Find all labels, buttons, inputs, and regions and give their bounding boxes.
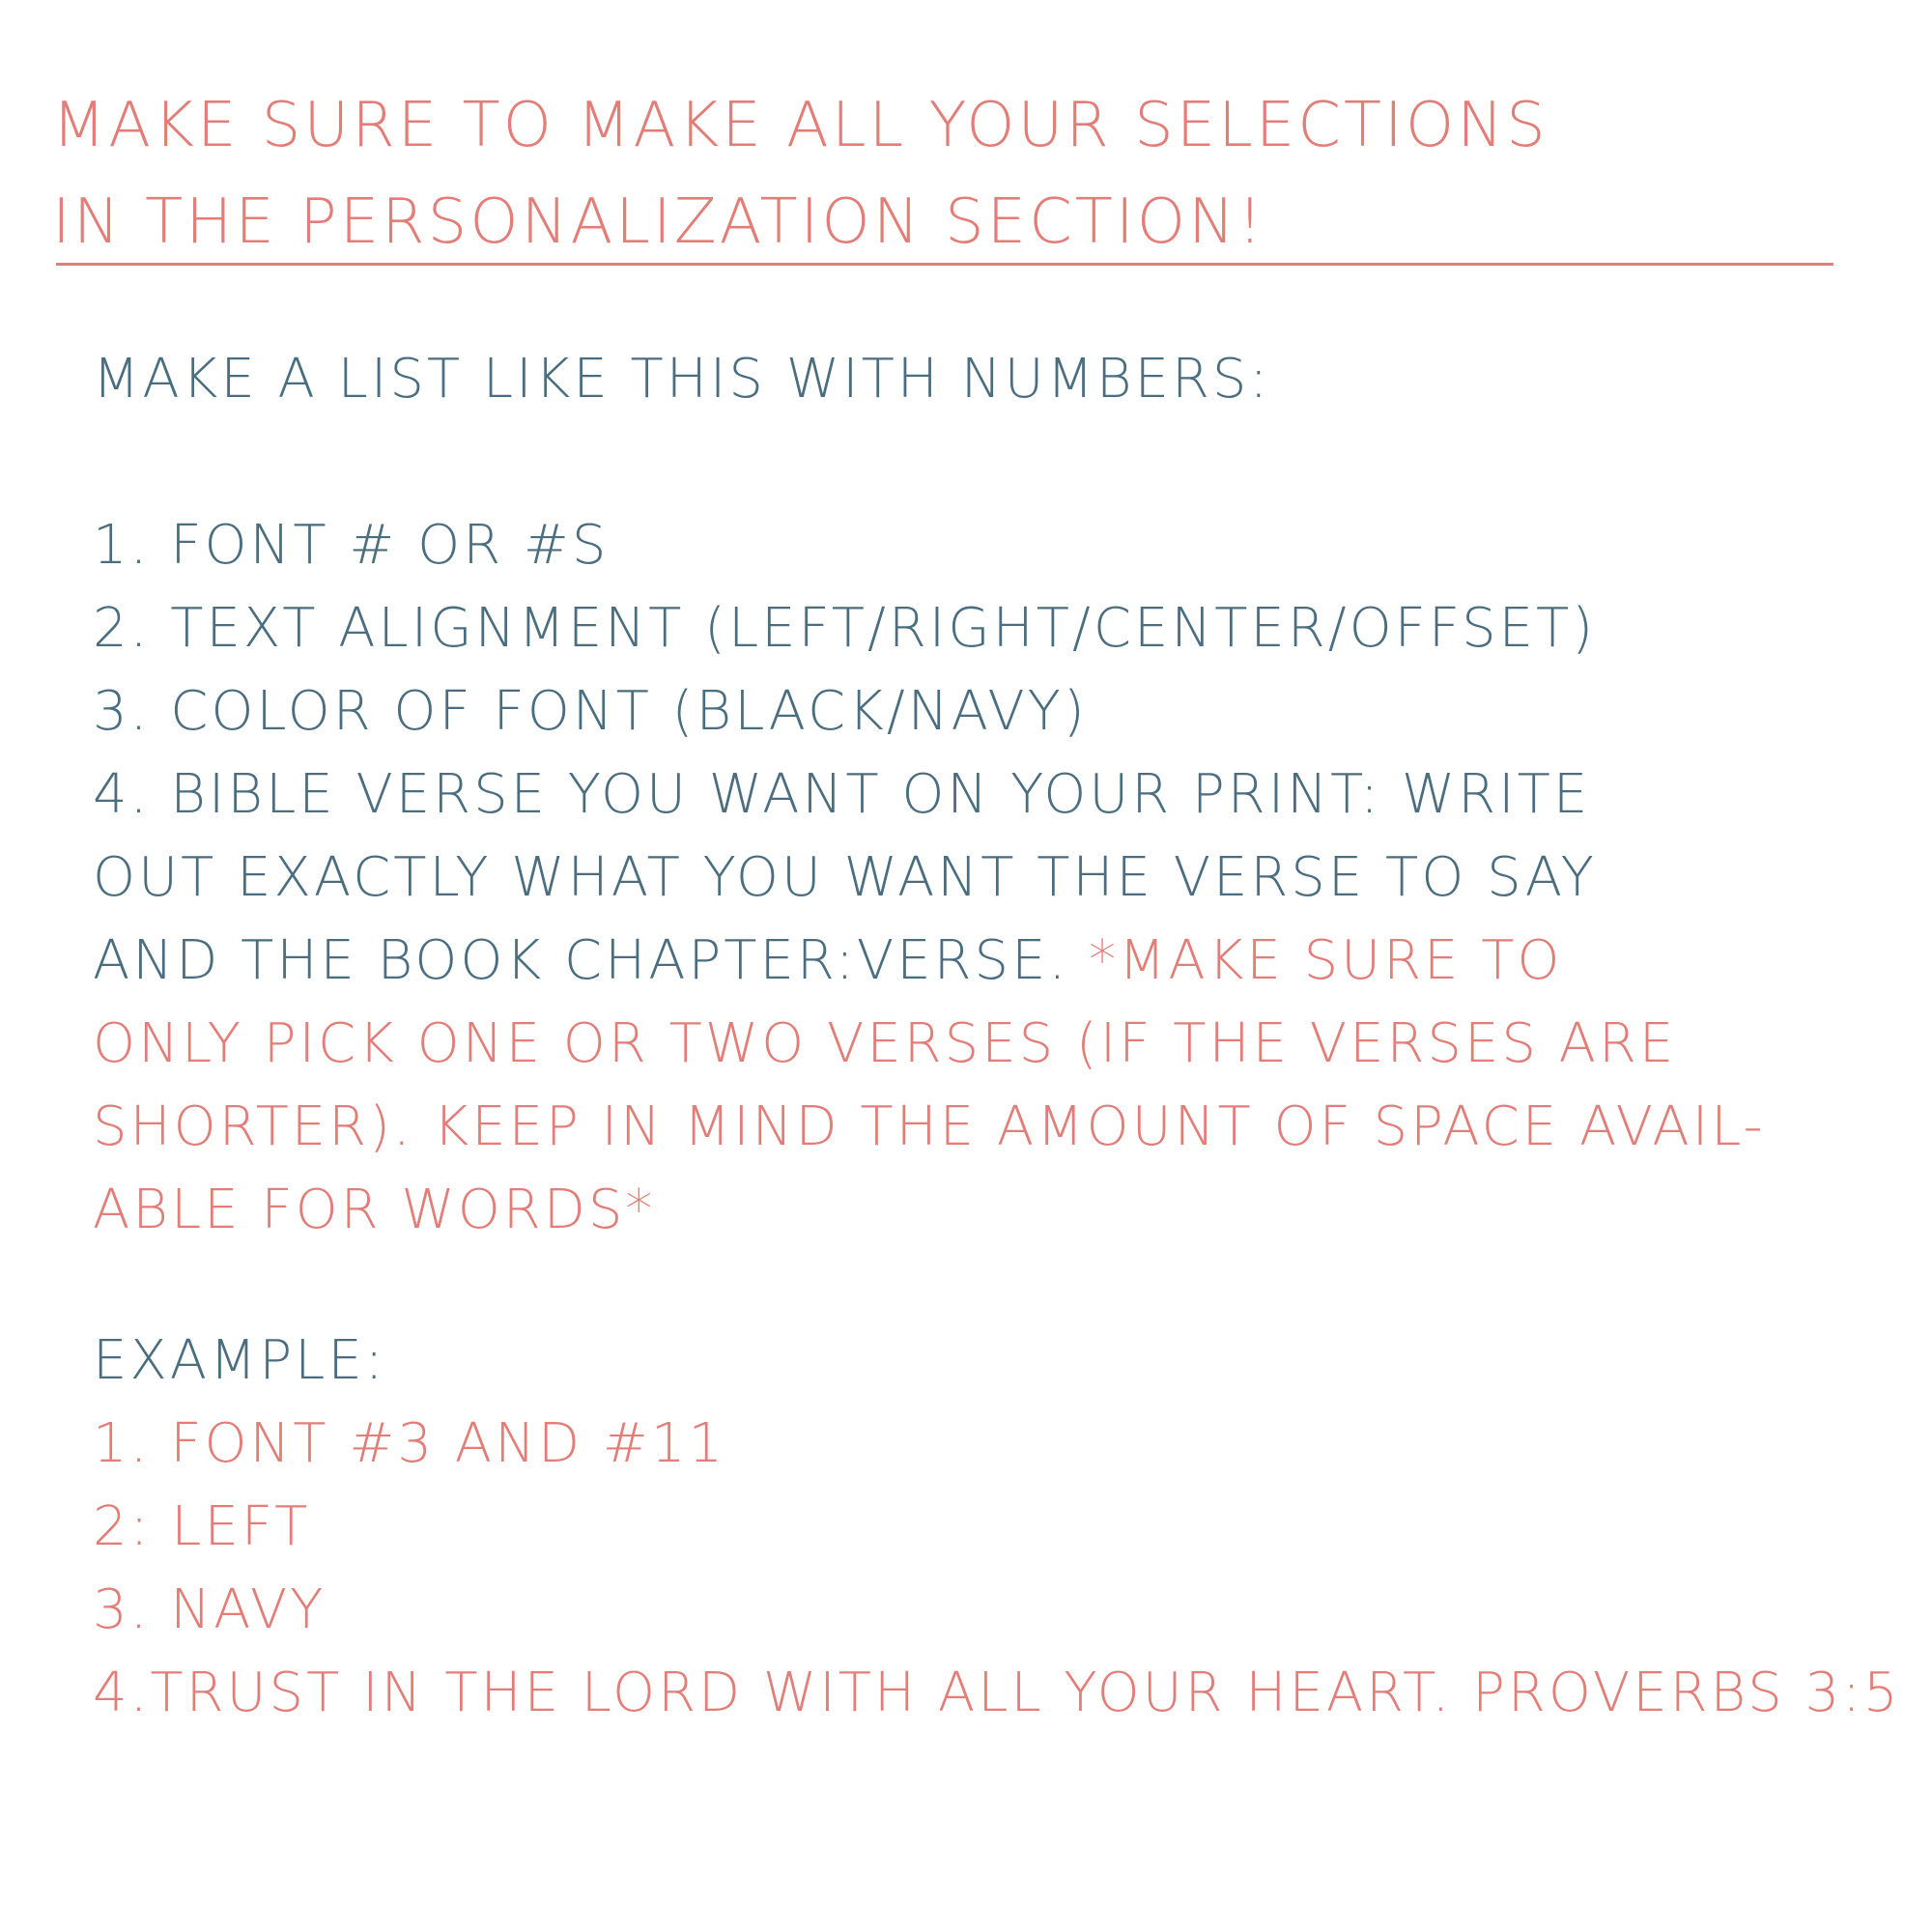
instruction-item-verse-line-2: OUT EXACTLY WHAT YOU WANT THE VERSE TO SAY	[93, 846, 1597, 909]
blank-line	[93, 1252, 1909, 1320]
example-item-alignment: 2: LEFT	[93, 1495, 311, 1558]
header-line-1: MAKE SURE TO MAKE ALL YOUR SELECTIONS	[52, 90, 1548, 161]
instruction-item-alignment: 2. TEXT ALIGNMENT (LEFT/RIGHT/CENTER/OFFSET)	[93, 597, 1597, 660]
instruction-item-font: 1. FONT # OR #S	[93, 514, 610, 577]
blank-line	[93, 421, 1909, 504]
example-item-color: 3. NAVY	[93, 1578, 327, 1641]
header-heading	[52, 77, 1868, 270]
instructions-body	[93, 338, 1909, 1735]
verse-note-line-2: ONLY PICK ONE OR TWO VERSES (IF THE VERSES ARE	[93, 1012, 1677, 1075]
verse-reference-text: AND THE BOOK CHAPTER:VERSE.	[93, 929, 1090, 992]
verse-note-start: *MAKE SURE TO	[1089, 929, 1563, 992]
instruction-item-color: 3. COLOR OF FONT (BLACK/NAVY)	[93, 680, 1088, 743]
header-line-2: IN THE PERSONALIZATION SECTION!	[52, 186, 1265, 258]
example-item-font: 1. FONT #3 AND #11	[93, 1412, 726, 1475]
instructions-intro: MAKE A LIST LIKE THIS WITH NUMBERS:	[93, 348, 1271, 411]
example-item-verse: 4.TRUST IN THE LORD WITH ALL YOUR HEART. PROVERBS 3:5	[93, 1662, 1901, 1724]
instruction-item-verse-line-1: 4. BIBLE VERSE YOU WANT ON YOUR PRINT: WRITE	[93, 763, 1591, 826]
header-divider	[56, 263, 1833, 266]
instruction-item-verse-line-3	[93, 920, 1909, 1003]
example-label: EXAMPLE:	[93, 1329, 386, 1392]
verse-note-line-4: ABLE FOR WORDS*	[93, 1179, 656, 1241]
verse-note-line-3: SHORTER). KEEP IN MIND THE AMOUNT OF SPACE AVAIL-	[93, 1095, 1766, 1158]
